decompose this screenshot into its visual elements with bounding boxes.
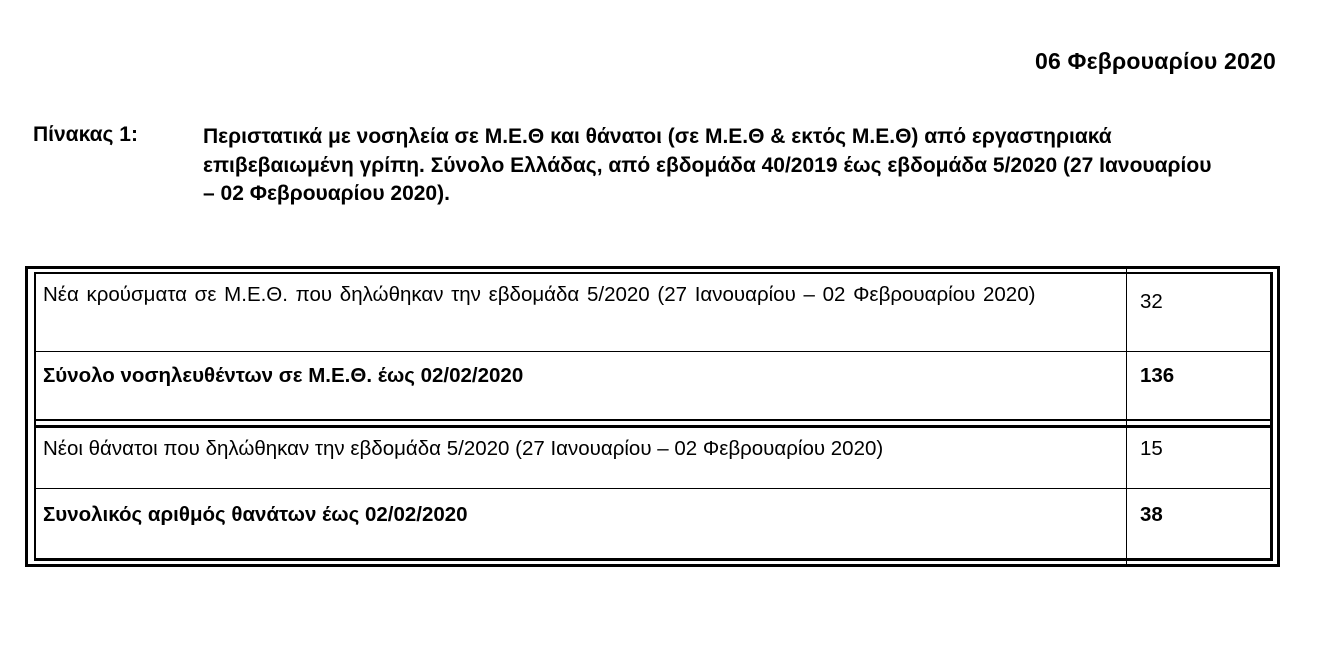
table-caption-text: Περιστατικά με νοσηλεία σε Μ.Ε.Θ και θάνατοι (σε Μ.Ε.Θ & εκτός Μ.Ε.Θ) από εργαστηριακά επιβεβαιωμένη γρίπη. Σύνολο Ελλάδας, από εβδομάδα 40/2019 έως εβδομάδα 5/2020 (27 Ιανουαρίου – 02 Φεβρουαρίου 2020). (203, 125, 1212, 205)
table-row-label: Νέα κρούσματα σε Μ.Ε.Θ. που δηλώθηκαν την εβδομάδα 5/2020 (27 Ιανουαρίου – 02 Φεβρουαρίου 2020) (43, 283, 1036, 306)
inner-top-border (34, 272, 1273, 274)
section-separator-bottom (34, 425, 1273, 428)
table-caption-label: Πίνακας 1: (33, 123, 138, 146)
flu-icu-table (25, 266, 1280, 567)
row-separator-3 (34, 488, 1273, 489)
section-separator-top (34, 419, 1273, 421)
inner-bottom-border (34, 558, 1273, 561)
table-row-value: 32 (1140, 290, 1163, 313)
document-date: 06 Φεβρουαρίου 2020 (1034, 48, 1276, 74)
table-row-value: 15 (1140, 437, 1163, 460)
table-row-label: Σύνολο νοσηλευθέντων σε Μ.Ε.Θ. έως 02/02/2020 (43, 364, 524, 387)
inner-left-border (34, 272, 36, 561)
table-row-value: 38 (1140, 503, 1163, 526)
table-row-value: 136 (1140, 364, 1175, 387)
row-separator-1 (34, 351, 1273, 352)
column-divider (1126, 269, 1127, 564)
inner-right-border (1270, 272, 1273, 561)
table-row-label: Συνολικός αριθμός θανάτων έως 02/02/2020 (43, 503, 468, 526)
table-row-label: Νέοι θάνατοι που δηλώθηκαν την εβδομάδα 5/2020 (27 Ιανουαρίου – 02 Φεβρουαρίου 2020) (43, 437, 884, 460)
